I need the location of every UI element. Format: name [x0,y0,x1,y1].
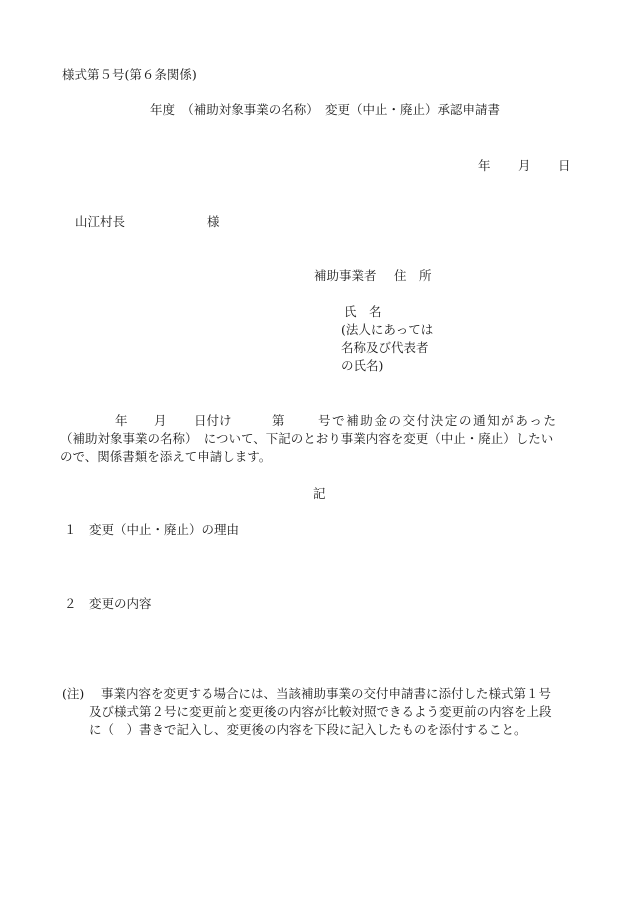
body-dai: 第 [272,413,285,428]
note-line-3: に（ ）書きで記入し、変更後の内容を下段に記入したものを添付すること。 [89,722,527,737]
form-number: 様式第５号(第６条関係) [62,67,197,82]
section-label: 変更（中止・廃止）の理由 [89,522,240,537]
date-year: 年 [478,158,491,173]
body-year: 年 [115,413,128,428]
applicant-address-label: 住 所 [394,268,432,283]
note-line-2: 及び様式第２号に変更前と変更後の内容が比較対照できるよう変更前の内容を上段 [89,704,552,719]
applicant-name-note-3: の氏名) [341,358,384,373]
ki-heading: 記 [313,486,326,501]
document-title: 年度 （補助対象事業の名称） 変更（中止・廃止）承認申請書 [150,102,501,117]
applicant-label: 補助事業者 [314,268,377,283]
section-number: ２ [64,596,77,611]
body-dated: 日付け [194,413,232,428]
date-day: 日 [558,158,571,173]
note-marker: (注) [62,686,85,701]
section-label: 変更の内容 [89,596,152,611]
date-month: 月 [518,158,531,173]
note-line-1: 事業内容を変更する場合には、当該補助事業の交付申請書に添付した様式第１号 [101,686,552,701]
body-line3: ので、関係書類を添えて申請します。 [60,449,272,464]
recipient-name: 山江村長 [75,214,126,229]
body-line1-rest: 号で補助金の交付決定の通知があった [318,413,558,428]
applicant-name-label: 氏 名 [344,304,382,319]
body-line2: （補助対象事業の名称） について、下記のとおり事業内容を変更（中止・廃止）したい [60,431,554,446]
applicant-name-note-2: 名称及び代表者 [341,340,429,355]
body-month: 月 [154,413,167,428]
applicant-name-note-1: (法人にあっては [341,322,434,337]
recipient-honorific: 様 [207,214,220,229]
section-number: １ [64,522,77,537]
